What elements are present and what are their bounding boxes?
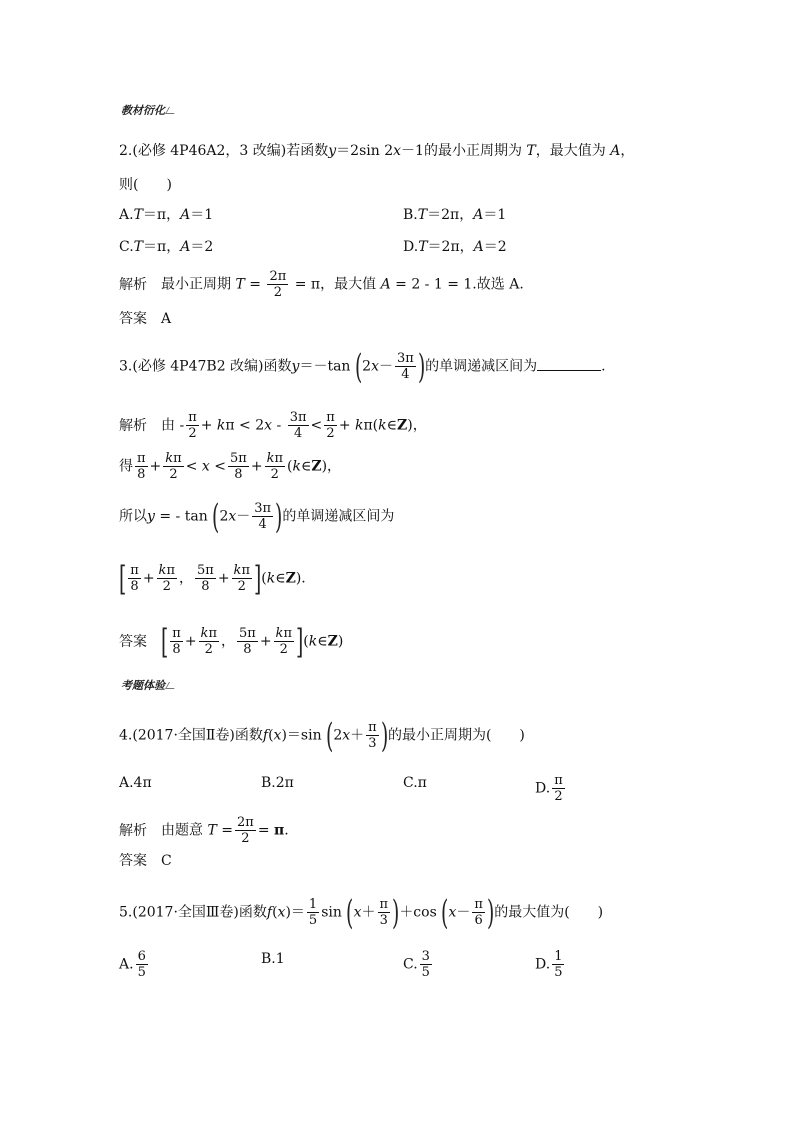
fraction: $\frac{k\pi}{2}$ bbox=[165, 451, 182, 482]
q2-option-d[interactable]: D.T＝2π，A＝2 bbox=[403, 239, 507, 255]
analysis-label: 解析 bbox=[119, 822, 147, 839]
fraction: $\frac{3}{5}$ bbox=[421, 949, 430, 980]
q5-stem: 5.(2017·全国Ⅲ卷)函数f(x)＝ $\frac{1}{5}$ sin (x＋ $\frac{\pi}{3}$ )＋cos (x－ $\frac{\pi}{6}$ )的最大值为( ) bbox=[119, 892, 604, 933]
q5-option-b[interactable]: B.1 bbox=[261, 951, 285, 967]
fraction: $\frac{3\pi}{4}$ bbox=[289, 410, 307, 441]
fraction: $\frac{k\pi}{2}$ bbox=[275, 626, 292, 657]
q4-stem: 4.(2017·全国Ⅱ卷)函数f(x)＝sin (2x＋ $\frac{\pi}{3}$ )的最小正周期为( ) bbox=[119, 715, 525, 756]
q4-analysis: 解析 由题意 T = $\frac{2\pi}{2}$ = π. bbox=[119, 815, 289, 846]
analysis-label: 解析 bbox=[119, 276, 147, 293]
fraction: $\frac{\pi}{3}$ bbox=[368, 720, 377, 751]
q3-answer: 答案 [ $\frac{\pi}{8}$ + $\frac{k\pi}{2}$ ， $\frac{5\pi}{8}$ + $\frac{k\pi}{2}$ ](k∈Z) bbox=[119, 621, 344, 662]
fraction: $\frac{3\pi}{4}$ bbox=[254, 501, 272, 532]
q2-answer: 答案 A bbox=[119, 311, 172, 327]
q4-option-c[interactable]: C.π bbox=[403, 775, 427, 791]
answer-label: 答案 bbox=[119, 311, 147, 327]
fraction: $\frac{k\pi}{2}$ bbox=[266, 451, 283, 482]
q4-option-a[interactable]: A.4π bbox=[119, 775, 152, 791]
fraction: $\frac{k\pi}{2}$ bbox=[233, 563, 250, 594]
fraction: $\frac{k\pi}{2}$ bbox=[200, 626, 217, 657]
fraction: $\frac{\pi}{6}$ bbox=[474, 897, 483, 928]
fraction: $\frac{\pi}{8}$ bbox=[137, 451, 146, 482]
fraction: $\frac{k\pi}{2}$ bbox=[158, 563, 175, 594]
q3-analysis-interval: [ $\frac{\pi}{8}$ + $\frac{k\pi}{2}$ ， $\frac{5\pi}{8}$ + $\frac{k\pi}{2}$ ](k∈Z). bbox=[118, 558, 306, 599]
q5-option-a[interactable]: A. $\frac{6}{5}$ bbox=[119, 949, 146, 980]
fraction: $\frac{5\pi}{8}$ bbox=[196, 563, 214, 594]
answer-label: 答案 bbox=[119, 853, 147, 869]
q3-analysis-line3: 所以y = - tan (2x－ $\frac{3\pi}{4}$ )的单调递减区间为 bbox=[119, 496, 395, 537]
fraction: $\frac{5\pi}{8}$ bbox=[238, 626, 256, 657]
q3-stem: 3.(必修 4P47B2 改编)函数y＝－tan (2x－ $\frac{3\pi}{4}$ )的单调递减区间为 . bbox=[119, 346, 606, 387]
q2-option-c[interactable]: C.T＝π，A＝2 bbox=[119, 239, 214, 255]
fraction: $\frac{\pi}{2}$ bbox=[326, 410, 335, 441]
fraction: $\frac{3\pi}{4}$ bbox=[397, 351, 414, 382]
q3-analysis-line2: 得 $\frac{\pi}{8}$ + $\frac{k\pi}{2}$ < x < $\frac{5\pi}{8}$ + $\frac{k\pi}{2}$ (k∈Z)， bbox=[119, 451, 342, 482]
section-heading-exam-experience: 考题体验 bbox=[121, 677, 176, 693]
fraction: $\frac{2\pi}{2}$ bbox=[269, 269, 287, 300]
fraction: $\frac{2\pi}{2}$ bbox=[236, 815, 254, 846]
answer-label: 答案 bbox=[119, 633, 147, 650]
fraction: $\frac{5\pi}{8}$ bbox=[230, 451, 247, 482]
q4-option-d[interactable]: D. $\frac{\pi}{2}$ bbox=[535, 773, 563, 804]
fraction: $\frac{6}{5}$ bbox=[137, 949, 146, 980]
q2-stem: 2.(必修 4P46A2，3 改编)若函数y＝2sin 2x－1的最小正周期为 T，最大值为 A， bbox=[119, 143, 635, 159]
q2-stem-cont: 则( ) bbox=[119, 177, 172, 193]
analysis-label: 解析 bbox=[119, 417, 147, 434]
q4-answer: 答案 C bbox=[119, 853, 172, 869]
q5-option-c[interactable]: C. $\frac{3}{5}$ bbox=[403, 949, 430, 980]
answer-blank bbox=[537, 356, 601, 371]
fraction: $\frac{1}{5}$ bbox=[554, 949, 563, 980]
q3-analysis-line1: 解析 由 - $\frac{\pi}{2}$ + kπ < 2x - $\frac{3\pi}{4}$ < $\frac{\pi}{2}$ + kπ(k∈Z)， bbox=[119, 410, 427, 441]
fraction: $\frac{\pi}{3}$ bbox=[379, 897, 389, 928]
q4-option-b[interactable]: B.2π bbox=[261, 775, 294, 791]
q2-analysis: 解析 最小正周期 T = $\frac{2\pi}{2}$ = π，最大值 A = 2 - 1 = 1.故选 A. bbox=[119, 269, 524, 300]
fraction: $\frac{1}{5}$ bbox=[308, 897, 318, 928]
q2-option-a[interactable]: A.T＝π，A＝1 bbox=[119, 207, 214, 223]
q5-option-d[interactable]: D. $\frac{1}{5}$ bbox=[535, 949, 563, 980]
fraction: $\frac{\pi}{8}$ bbox=[130, 563, 139, 594]
section-heading-textbook-variant: 教材衍化 bbox=[121, 102, 176, 118]
fraction: $\frac{\pi}{2}$ bbox=[188, 410, 197, 441]
q2-option-b[interactable]: B.T＝2π，A＝1 bbox=[403, 207, 507, 223]
section-mark-icon bbox=[165, 682, 178, 689]
fraction: $\frac{\pi}{2}$ bbox=[554, 773, 563, 804]
fraction: $\frac{\pi}{8}$ bbox=[172, 626, 181, 657]
section-mark-icon bbox=[165, 107, 178, 114]
